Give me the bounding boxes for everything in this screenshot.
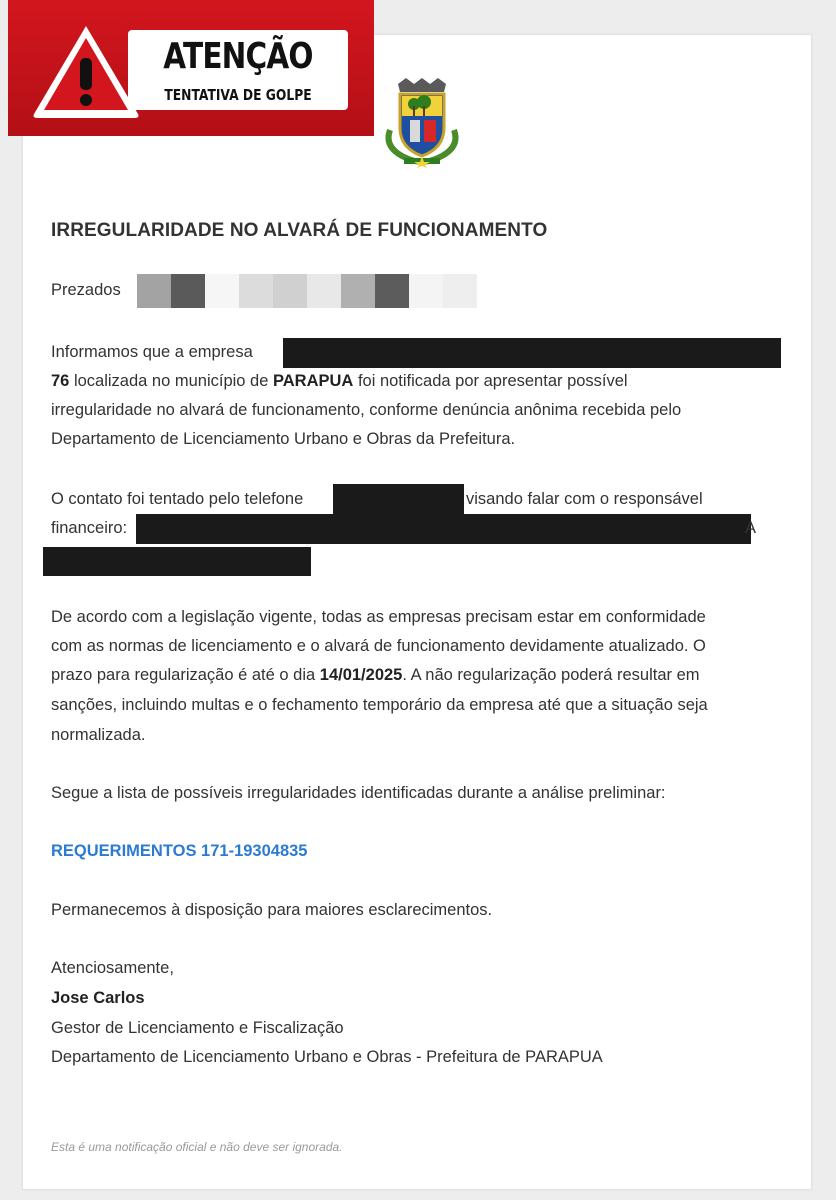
deadline-date: 14/01/2025 [319,666,403,684]
coat-of-arms-icon [380,76,464,168]
signature-name: Jose Carlos [51,989,145,1007]
text-segment: . A não regularização poderá resultar em [402,666,700,684]
paragraph-3-line-3 [51,666,700,685]
text-segment: prazo para regularização é até o dia [51,666,320,684]
paragraph-3-line-1: De acordo com a legislação vigente, todas as empresas precisam estar em conformidade [51,608,706,626]
pixel-block [307,274,341,308]
pixel-block [443,274,477,308]
text-segment: localizada no município de [69,372,273,390]
paragraph-1-line-1: Informamos que a empresa [51,343,253,361]
pixel-block [375,274,409,308]
paragraph-1-line-4: Departamento de Licenciamento Urbano e Obras da Prefeitura. [51,430,516,448]
signature-closing: Atenciosamente, [51,959,174,977]
paragraph-2-trailing-letter: A [745,519,757,537]
warning-triangle-icon [30,22,142,120]
banner-text-card [128,30,348,110]
redacted-contact-name [136,514,751,544]
company-number-suffix: 76 [51,372,70,390]
pixel-block [171,274,205,308]
paragraph-4: Segue a lista de possíveis irregularidades identificadas durante a análise preliminar: [51,784,666,802]
paragraph-1-line-2 [51,372,628,391]
banner-title: ATENÇÃO [163,36,313,77]
paragraph-3-line-2: com as normas de licenciamento e o alvará de funcionamento devidamente atualizado. O [51,637,706,655]
pixel-block [239,274,273,308]
pixel-block [341,274,375,308]
pixel-block [137,274,171,308]
redacted-company-name [283,338,781,368]
redacted-contact-name-continued [43,547,311,576]
paragraph-2-line-1b: visando falar com o responsável [466,490,703,508]
pixel-block [205,274,239,308]
paragraph-2-line-1a: O contato foi tentado pelo telefone [51,490,304,508]
pixel-block [273,274,307,308]
paragraph-5: Permanecemos à disposição para maiores esclarecimentos. [51,901,493,919]
requerimentos-link[interactable]: REQUERIMENTOS 171-19304835 [51,842,308,860]
banner-subtitle: TENTATIVA DE GOLPE [164,86,312,104]
paragraph-2-line-2: financeiro: [51,519,128,537]
signature-department: Departamento de Licenciamento Urbano e Obras - Prefeitura de PARAPUA [51,1048,603,1066]
footer-note: Esta é uma notificação oficial e não deve ser ignorada. [51,1140,343,1154]
paragraph-3-line-5: normalizada. [51,726,146,744]
email-heading: IRREGULARIDADE NO ALVARÁ DE FUNCIONAMENTO [51,220,548,241]
redacted-phone-number [333,484,464,514]
signature-role: Gestor de Licenciamento e Fiscalização [51,1019,344,1037]
city-name: PARAPUA [272,372,354,390]
greeting: Prezados [51,281,121,299]
text-segment: foi notificada por apresentar possível [353,372,628,390]
pixel-block [409,274,443,308]
paragraph-3-line-4: sanções, incluindo multas e o fechamento temporário da empresa até que a situação seja [51,696,708,714]
scam-warning-banner [8,0,374,136]
paragraph-1-line-3: irregularidade no alvará de funcionamento, conforme denúncia anônima recebida pelo [51,401,682,419]
